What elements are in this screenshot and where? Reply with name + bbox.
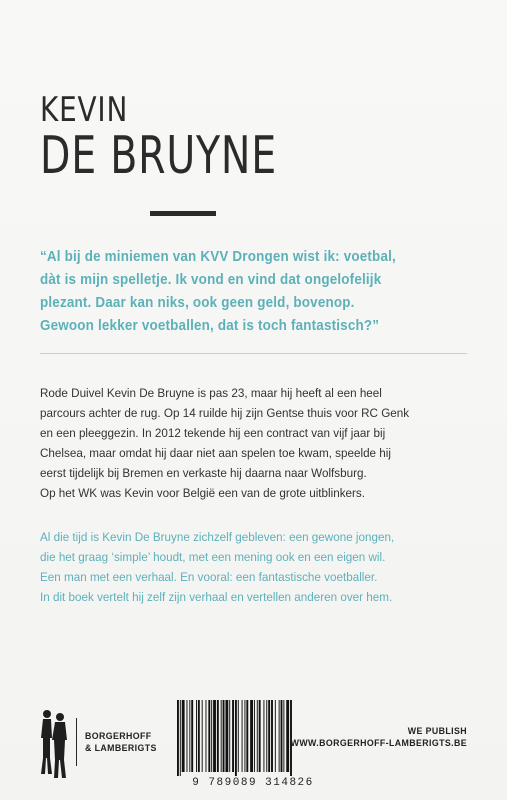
- barcode-bar: [229, 700, 230, 772]
- barcode-bar: [286, 700, 289, 772]
- barcode-bar: [180, 700, 181, 776]
- barcode-bar: [257, 700, 258, 772]
- barcode-bar: [244, 700, 245, 772]
- book-title: [40, 92, 352, 184]
- barcode-bar: [246, 700, 248, 772]
- blurb-paragraph-1: [40, 383, 480, 503]
- barcode-bar: [191, 700, 193, 772]
- blurb-line: Al die tijd is Kevin De Bruyne zichzelf gebleven: een gewone jongen,: [40, 530, 395, 544]
- barcode-bar: [187, 700, 188, 772]
- publisher-website: WWW.BORGERHOFF-LAMBERIGTS.BE: [290, 738, 467, 748]
- title-first-name: KEVIN: [40, 90, 129, 130]
- barcode-bar: [232, 700, 234, 772]
- barcode-bar: [182, 700, 185, 772]
- barcode-bar: [177, 700, 179, 776]
- barcode-bar: [263, 700, 264, 772]
- quote-line: plezant. Daar kan niks, ook geen geld, bovenop.: [40, 295, 355, 311]
- publisher-tagline-block: [291, 725, 467, 749]
- barcode-bar: [238, 700, 239, 772]
- barcode-bar: [271, 700, 273, 772]
- section-divider: [40, 353, 467, 354]
- barcode-bar: [189, 700, 190, 772]
- blurb-line: die het graag ‘simple’ houdt, met een mening ook en een eigen wil.: [40, 550, 386, 564]
- barcode-bar: [250, 700, 253, 772]
- blurb-line: parcours achter de rug. Op 14 ruilde hij zijn Gentse thuis voor RC Genk: [40, 406, 410, 420]
- title-last-name: DE BRUYNE: [40, 126, 277, 186]
- blurb-line: In dit boek vertelt hij zelf zijn verhaal en vertellen anderen over hem.: [40, 590, 393, 604]
- barcode-bar: [202, 700, 203, 772]
- barcode-bar: [283, 700, 284, 772]
- barcode-bar: [211, 700, 212, 772]
- blurb-line: en een pleeggezin. In 2012 tekende hij een contract van vijf jaar bij: [40, 426, 386, 440]
- barcode-bar: [281, 700, 283, 772]
- publisher-name: [76, 718, 157, 766]
- barcode-bar: [225, 700, 228, 772]
- title-underline-bar: [150, 211, 216, 216]
- blurb-paragraph-2: [40, 527, 480, 607]
- barcode-bar: [223, 700, 225, 772]
- publisher-tagline: WE PUBLISH: [407, 726, 467, 736]
- barcode-bar: [198, 700, 200, 772]
- blurb-line: Rode Duivel Kevin De Bruyne is pas 23, maar hij heeft al een heel: [40, 386, 382, 400]
- quote-line: “Al bij de miniemen van KVV Drongen wist ik: voetbal,: [40, 249, 396, 265]
- pull-quote: [40, 246, 480, 338]
- quote-line: Gewoon lekker voetballen, dat is toch fantastisch?”: [40, 318, 380, 334]
- barcode-bar: [213, 700, 216, 772]
- blurb-line: Op het WK was Kevin voor België een van de grote uitblinkers.: [40, 486, 366, 500]
- barcode-bar: [221, 700, 222, 772]
- barcode-bar: [268, 700, 270, 772]
- barcode-bar: [279, 700, 280, 772]
- barcode-bar: [254, 700, 255, 772]
- barcode-bar: [266, 700, 267, 772]
- isbn-number: 9 789089 314826: [192, 777, 314, 789]
- barcode-bar: [259, 700, 261, 772]
- publisher-logo-icon: [38, 708, 70, 780]
- barcode-bar: [275, 700, 276, 772]
- barcode-bar: [196, 700, 197, 772]
- barcode-bar: [235, 700, 237, 776]
- blurb-line: Chelsea, maar omdat hij daar niet aan spelen toe kwam, speelde hij: [40, 446, 391, 460]
- publisher-name-line-1: BORGERHOFF: [85, 731, 152, 741]
- blurb-line: eerst tijdelijk bij Bremen en verkaste hij daarna naar Wolfsburg.: [40, 466, 367, 480]
- quote-line: dàt is mijn spelletje. Ik vond en vind dat ongelofelijk: [40, 272, 382, 288]
- barcode-bar: [217, 700, 219, 772]
- blurb-line: Een man met een verhaal. En vooral: een fantastische voetballer.: [40, 570, 378, 584]
- barcode-bar: [206, 700, 207, 772]
- barcode-bar: [242, 700, 243, 772]
- barcode-bar: [208, 700, 210, 772]
- publisher-name-line-2: & LAMBERIGTS: [85, 743, 157, 753]
